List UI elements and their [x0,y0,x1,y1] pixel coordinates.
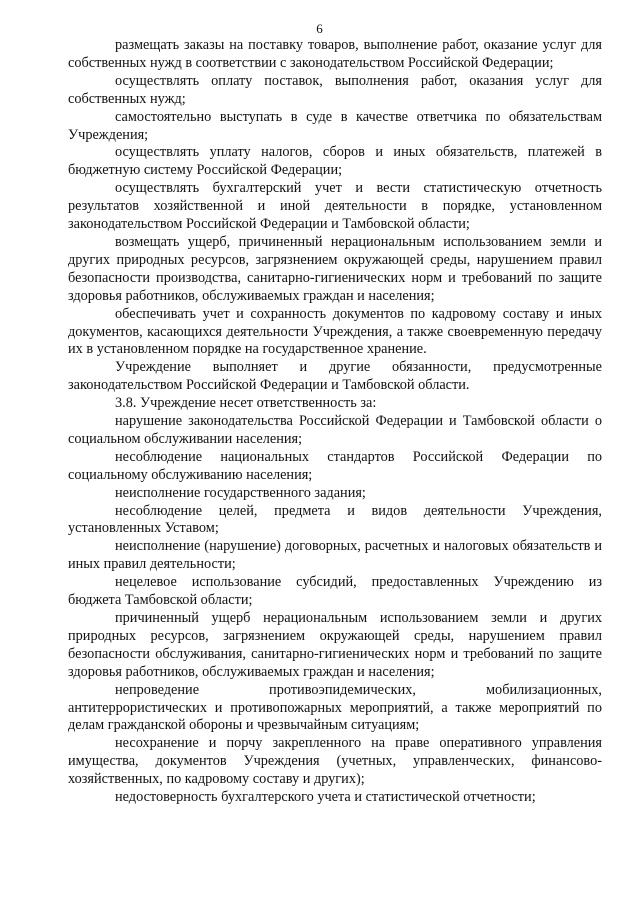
paragraph: несоблюдение целей, предмета и видов деятельности Учреждения, установленных Уставом; [68,502,602,537]
paragraph: осуществлять уплату налогов, сборов и иных обязательств, платежей в бюджетную систему Российской Федерации; [68,144,602,179]
paragraph: размещать заказы на поставку товаров, выполнение работ, оказание услуг для собственных нужд в соответствии с законодательством Российской Федерации; [68,37,602,71]
paragraph: самостоятельно выступать в суде в качестве ответчика по обязательствам Учреждения; [68,108,602,143]
paragraph: недостоверность бухгалтерского учета и статистической отчетности; [115,789,536,806]
page-number: 6 [316,21,323,36]
paragraph: неисполнение государственного задания; [115,484,366,501]
paragraph: причиненный ущерб нерациональным использованием земли и других природных ресурсов, загрязнением окружающей среды, нарушением правил безопасности обслуживания, санитарно-гигиенических норм и требований по защите здоровья работников, обслуживаемых граждан и населения; [68,610,602,680]
paragraph: возмещать ущерб, причиненный нерациональным использованием земли и других природных ресурсов, загрязнением окружающей среды, нарушением правил безопасности производства, санитарно-гигиенических норм и требований по защите здоровья работников, обслуживаемых граждан и населения; [68,233,602,304]
paragraph: непроведение противоэпидемических, мобилизационных, антитеррористических и противопожарных мероприятий, а также мероприятий по делам гражданской обороны и чрезвычайным ситуациям; [68,681,602,734]
document-body [68,37,602,807]
paragraph: несоблюдение национальных стандартов Российской Федерации по социальному обслуживанию населения; [68,448,602,483]
paragraph: нарушение законодательства Российской Федерации и Тамбовской области о социальном обслуживании населения; [68,413,602,447]
paragraph: неисполнение (нарушение) договорных, расчетных и налоговых обязательств и иных правил деятельности; [68,538,602,573]
paragraph: осуществлять бухгалтерский учет и вести статистическую отчетность результатов хозяйственной и иной деятельности в порядке, установленном законодательством Российской Федерации и Тамбовской области; [68,180,602,233]
paragraph: обеспечивать учет и сохранность документов по кадровому составу и иных документов, касающихся деятельности Учреждения, а также своевременную передачу их в установленном порядке на государственное хранение. [68,305,602,358]
paragraph: Учреждение выполняет и другие обязанности, предусмотренные законодательством Российской Федерации и Тамбовской области. [68,359,602,394]
section-heading: 3.8. Учреждение несет ответственность за: [115,395,377,412]
paragraph: несохранение и порчу закрепленного на праве оперативного управления имущества, документов Учреждения (учетных, управленческих, финансово-хозяйственных, по кадровому составу и других); [68,735,602,788]
paragraph: нецелевое использование субсидий, предоставленных Учреждению из бюджета Тамбовской области; [68,574,602,609]
paragraph: осуществлять оплату поставок, выполнения работ, оказания услуг для собственных нужд; [68,72,602,107]
